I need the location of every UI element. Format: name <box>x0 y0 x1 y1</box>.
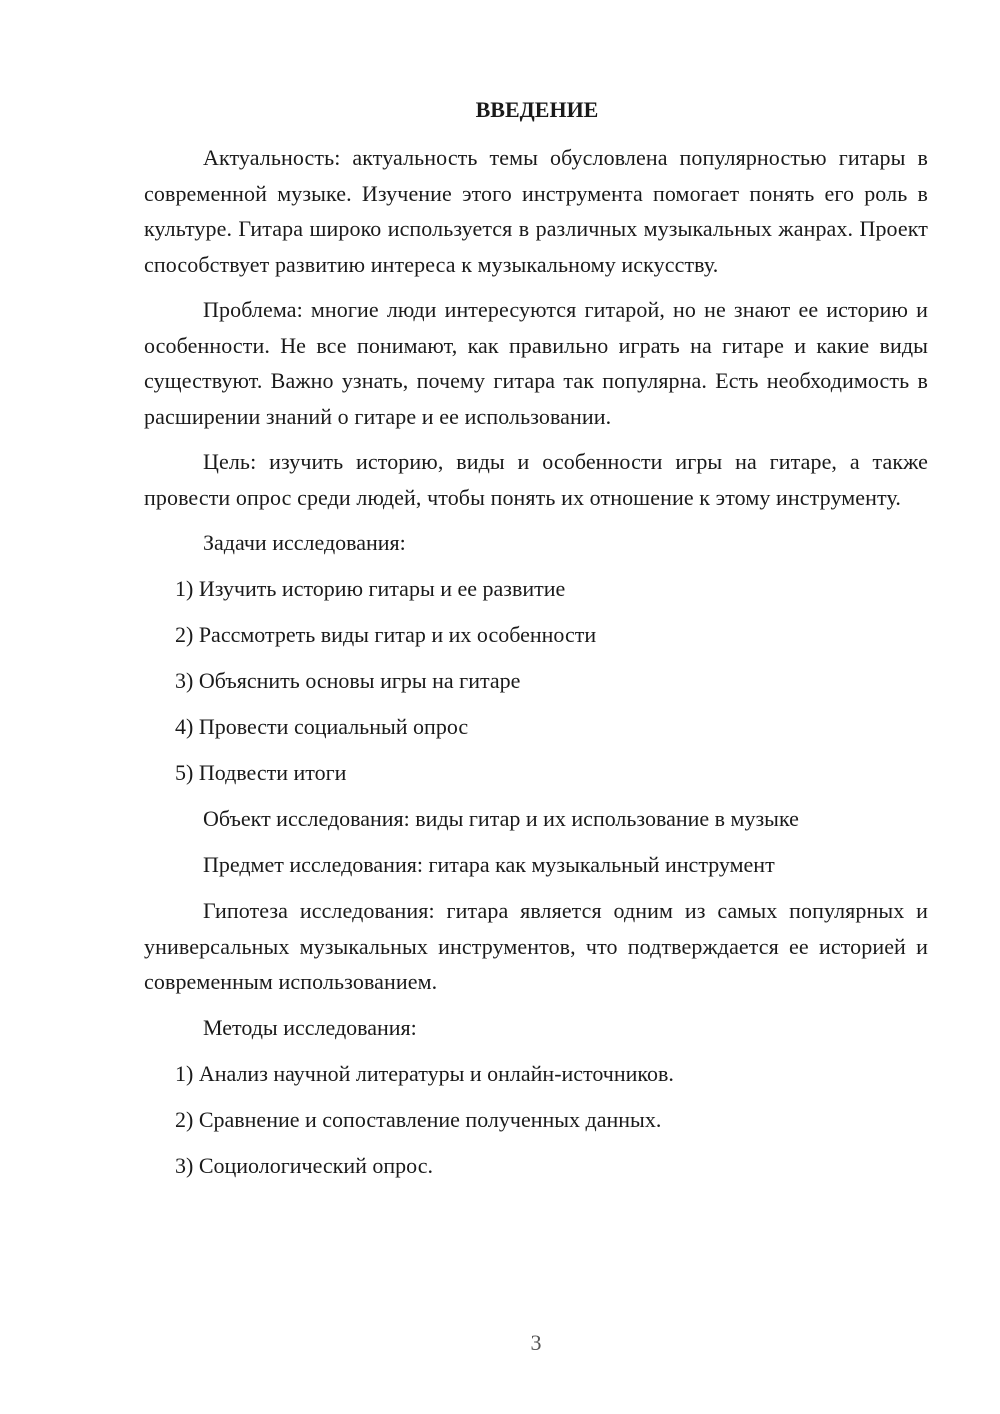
research-subject: Предмет исследования: гитара как музыкальный инструмент <box>203 852 775 877</box>
method-item: 3) Социологический опрос. <box>175 1152 433 1178</box>
method-item: 1) Анализ научной литературы и онлайн-источников. <box>175 1060 674 1086</box>
goal-paragraph: Цель: изучить историю, виды и особенности игры на гитаре, а также провести опрос среди людей, чтобы понять их отношение к этому инструменту. <box>144 449 928 510</box>
tasks-heading: Задачи исследования: <box>203 530 406 555</box>
task-item: 5) Подвести итоги <box>175 760 347 785</box>
task-item: 2) Рассмотреть виды гитар и их особенности <box>175 622 597 647</box>
hypothesis-paragraph: Гипотеза исследования: гитара является одним из самых популярных и универсальных музыкальных инструментов, что подтверждается ее историей и современным использованием. <box>144 898 928 994</box>
problem-paragraph: Проблема: многие люди интересуются гитарой, но не знают ее историю и особенности. Не все понимают, как правильно играть на гитаре и какие виды существуют. Важно узнать, почему гитара так популярна. Есть необходимость в расширении знаний о гитаре и ее использовании. <box>144 297 928 429</box>
methods-heading: Методы исследования: <box>203 1014 417 1040</box>
relevance-paragraph: Актуальность: актуальность темы обусловлена популярностью гитары в современной музыке. Изучение этого инструмента помогает понять его роль в культуре. Гитара широко используется в различных музыкальных жанрах. Проект способствует развитию интереса к музыкальному искусству. <box>144 145 928 277</box>
page-title: ВВЕДЕНИЕ <box>475 97 599 122</box>
research-object: Объект исследования: виды гитар и их использование в музыке <box>203 806 799 831</box>
task-item: 1) Изучить историю гитары и ее развитие <box>175 576 566 601</box>
task-item: 4) Провести социальный опрос <box>175 714 469 739</box>
method-item: 2) Сравнение и сопоставление полученных данных. <box>175 1106 662 1132</box>
page-number: 3 <box>530 1330 542 1355</box>
task-item: 3) Объяснить основы игры на гитаре <box>175 668 521 693</box>
document-page <box>144 92 928 1194</box>
